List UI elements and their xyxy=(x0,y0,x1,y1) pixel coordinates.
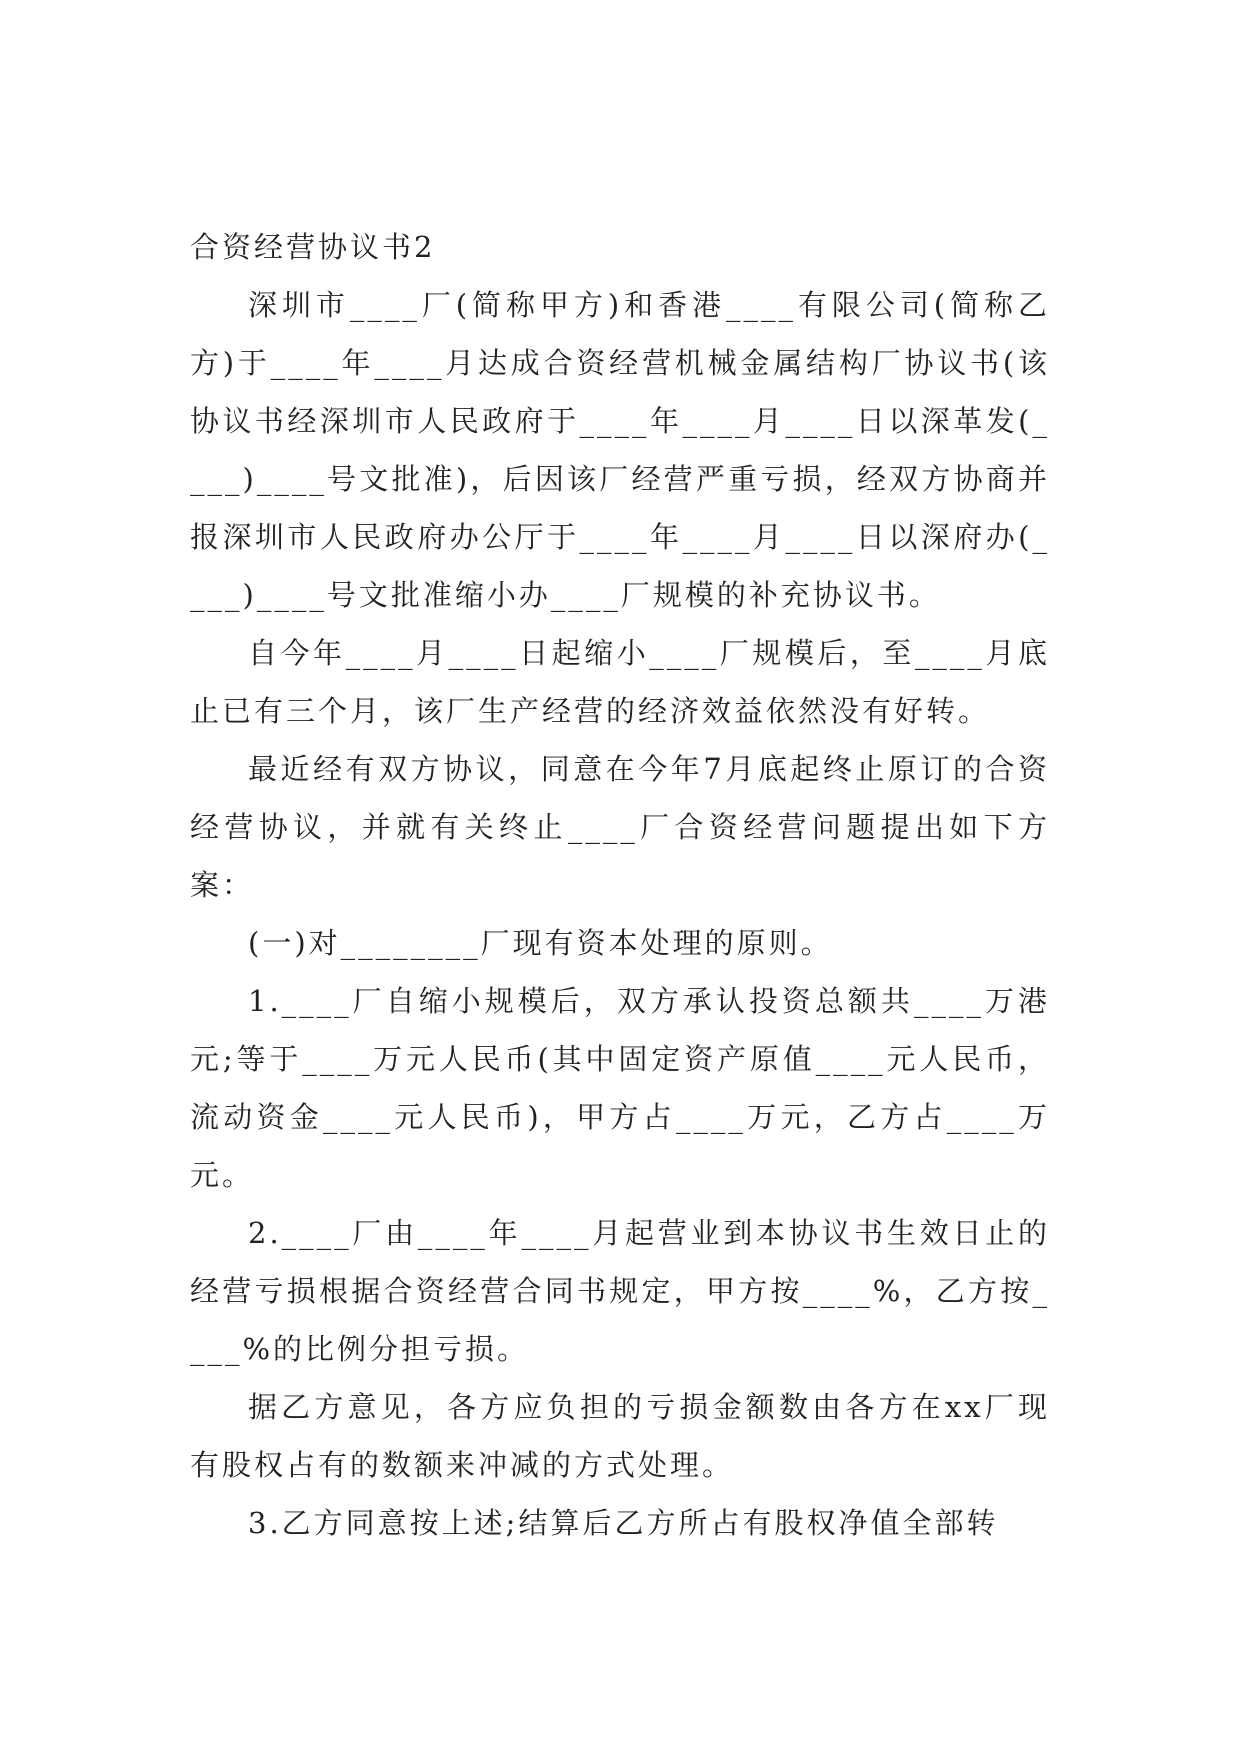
paragraph-scale-reduction: 自今年____月____日起缩小____厂规模后，至____月底止已有三个月，该厂生产经营的经济效益依然没有好转。 xyxy=(190,636,1050,728)
clause-3-equity-transfer: 3.乙方同意按上述;结算后乙方所占有股权净值全部转 xyxy=(248,1506,999,1540)
paragraph-termination-agreement: 最近经有双方协议，同意在今年7月底起终止原订的合资经营协议，并就有关终止____厂合资经营问题提出如下方案： xyxy=(190,752,1050,902)
document-body xyxy=(190,218,1050,1552)
document-title: 合资经营协议书2 xyxy=(190,230,436,264)
clause-2-loss-sharing: 2.____厂由____年____月起营业到本协议书生效日止的经营亏损根据合资经营合同书规定，甲方按____%，乙方按____%的比例分担亏损。 xyxy=(190,1216,1050,1366)
paragraph-party-b-opinion: 据乙方意见，各方应负担的亏损金额数由各方在xx厂现有股权占有的数额来冲减的方式处理。 xyxy=(190,1390,1050,1482)
clause-1-investment-total: 1.____厂自缩小规模后，双方承认投资总额共____万港元;等于____万元人民币(其中固定资产原值____元人民币，流动资金____元人民币)，甲方占____万元，乙方占____万元。 xyxy=(190,984,1050,1192)
section-heading-capital-principles: (一)对________厂现有资本处理的原则。 xyxy=(248,926,833,960)
paragraph-intro: 深圳市____厂(简称甲方)和香港____有限公司(简称乙方)于____年____月达成合资经营机械金属结构厂协议书(该协议书经深圳市人民政府于____年____月____日以深革发(____)____号文批准)，后因该厂经营严重亏损，经双方协商并报深圳市人民政府办公厅于____年____月____日以深府办(____)____号文批准缩小办____厂规模的补充协议书。 xyxy=(190,288,1050,612)
